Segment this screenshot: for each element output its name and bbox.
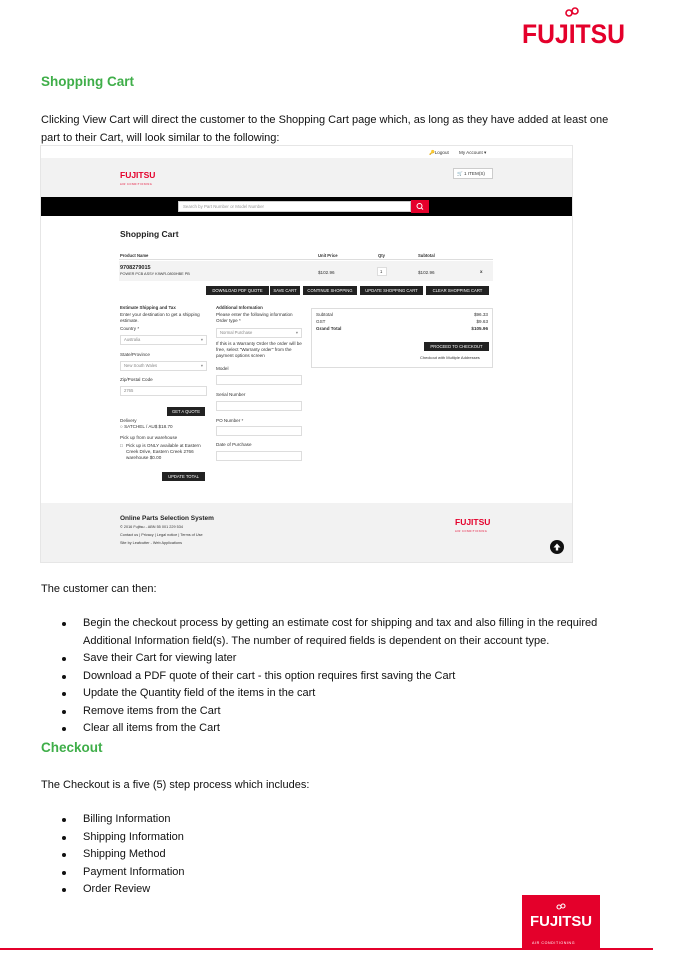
list-item: Order Review [41, 881, 441, 899]
pickup-line-1: Pick up is ONLY available at Eastern [126, 443, 201, 448]
shopping-cart-heading: Shopping Cart [41, 74, 134, 89]
totals-subtotal-label: Subtotal [316, 312, 333, 317]
totals-gst: $9.63 [476, 319, 488, 324]
checkout-heading: Checkout [41, 740, 103, 755]
model-label: Model [216, 366, 229, 371]
shopping-cart-screenshot [40, 145, 573, 563]
pickup-label: Pick up from our warehouse [120, 435, 178, 440]
chevron-down-icon: ▾ [295, 330, 298, 335]
totals-subtotal: $96.33 [473, 312, 488, 317]
list-item: Billing Information [41, 811, 441, 829]
header-tagline: AIR CONDITIONING [120, 183, 153, 186]
chevron-down-icon: ▾ [200, 337, 203, 342]
footer-copyright: © 2016 Fujitsu - ABN 55 001 229 534 [120, 525, 183, 529]
intro-line-2: part to their Cart, will look similar to the following: [41, 132, 280, 144]
pickup-checkbox[interactable]: □ [120, 443, 123, 448]
dop-label: Date of Purchase [216, 442, 252, 447]
search-icon [411, 200, 429, 213]
warranty-note-3: payment options screen [216, 353, 265, 358]
remove-item-button[interactable]: x [480, 269, 483, 274]
part-number: 9708279015 [120, 265, 151, 271]
po-input[interactable] [216, 426, 302, 436]
totals-grand: $105.96 [471, 326, 488, 331]
additional-info-title: Additional Information [216, 305, 263, 310]
footer-title: Online Parts Selection System [120, 515, 214, 522]
search-bar [41, 197, 572, 216]
header-logo[interactable]: FUJITSU [120, 170, 156, 180]
list-item: Shipping Method [41, 846, 441, 864]
footer-credit[interactable]: Site by Leafcutter - Web Applications [120, 541, 182, 545]
proceed-to-checkout-button[interactable]: PROCEED TO CHECKOUT [424, 342, 489, 351]
fujitsu-logo-top [522, 6, 626, 50]
delivery-option[interactable]: ○ SATCHEL / AU$ $18.70 [120, 424, 173, 429]
estimate-desc-2: estimate. [120, 318, 139, 323]
col-product: Product Name [120, 253, 149, 258]
list-item: Begin the checkout process by getting an estimate cost for shipping and tax and also filling in the required Additional Information field(s). The number of required fields is dependent on their account type. [41, 615, 651, 650]
list-item: Download a PDF quote of their cart - this option requires first saving the Cart [41, 668, 651, 686]
page-title: Shopping Cart [120, 229, 179, 239]
multi-address-link[interactable]: Checkout with Multiple Addresses [420, 355, 480, 360]
chevron-down-icon: ▾ [200, 363, 203, 368]
list-item: Payment Information [41, 864, 441, 882]
warranty-note-2: free, select "Warranty order" from the [216, 347, 292, 352]
date-of-purchase-input[interactable] [216, 451, 302, 461]
serial-label: Serial Number [216, 392, 246, 397]
list-item: Remove items from the Cart [41, 703, 651, 721]
arrow-up-icon [550, 540, 564, 554]
zip-label: Zip/Postal Code [120, 377, 153, 382]
warranty-note-1: If this is a Warranty Order the order will be [216, 341, 302, 346]
intro-paragraph [41, 111, 641, 147]
update-cart-button[interactable]: UPDATE SHOPPING CART [360, 286, 423, 295]
download-pdf-button[interactable]: DOWNLOAD PDF QUOTE [206, 286, 269, 295]
continue-shopping-button[interactable]: CONTINUE SHOPPING [303, 286, 357, 295]
state-label: State/Province [120, 352, 150, 357]
list-item: Save their Cart for viewing later [41, 650, 651, 668]
line-subtotal: $102.96 [418, 270, 435, 275]
clear-cart-button[interactable]: CLEAR SHOPPING CART [426, 286, 489, 295]
logo-bottom-tagline: AIR CONDITIONING [532, 941, 576, 945]
save-cart-button[interactable]: SAVE CART [270, 286, 300, 295]
list-item: Clear all items from the Cart [41, 720, 651, 738]
cart-icon: 🛒 [457, 171, 463, 176]
qty-input[interactable]: 1 [377, 267, 387, 276]
get-quote-button[interactable]: GET A QUOTE [167, 407, 205, 416]
checkout-steps-list [41, 811, 441, 899]
cart-item-row [119, 261, 493, 281]
customer-actions-list [41, 615, 651, 738]
model-input[interactable] [216, 375, 302, 385]
col-qty: Qty [378, 253, 385, 258]
site-footer [41, 503, 572, 562]
back-to-top-button[interactable] [550, 540, 564, 554]
footer-tagline: AIR CONDITIONING [455, 530, 488, 533]
logo-bottom-text: FUJITSU [530, 913, 592, 930]
order-type-select[interactable]: Normal Purchase ▾ [216, 328, 302, 338]
list-item: Update the Quantity field of the items in the cart [41, 685, 651, 703]
site-header [41, 158, 572, 197]
customer-then-text: The customer can then: [41, 583, 157, 595]
checkout-intro: The Checkout is a five (5) step process which includes: [41, 779, 310, 791]
footer-rule [0, 948, 653, 950]
search-button[interactable] [411, 200, 429, 213]
logo-text: FUJITSU [522, 19, 625, 49]
list-item: Shipping Information [41, 829, 441, 847]
additional-info-desc: Please enter the following information [216, 312, 293, 317]
zip-input[interactable]: 2765 [120, 386, 207, 396]
fujitsu-logo-bottom [522, 895, 600, 949]
totals-gst-label: GST [316, 319, 326, 324]
totals-grand-label: Grand Total [316, 326, 342, 331]
logout-link[interactable]: 🔑Logout [429, 150, 449, 155]
col-subtotal: Subtotal [418, 253, 435, 258]
footer-links[interactable]: Contact us | Privacy | Legal notice | Terms of Use [120, 533, 203, 537]
estimate-title: Estimate Shipping and Tax [120, 305, 176, 310]
country-label: Country * [120, 326, 140, 331]
totals-box [311, 308, 493, 368]
po-label: PO Number * [216, 418, 244, 423]
radio-icon: ○ [120, 424, 123, 429]
col-unit-price: Unit Price [318, 253, 338, 258]
serial-input[interactable] [216, 401, 302, 411]
my-account-link[interactable]: My Account ▾ [459, 150, 487, 155]
pickup-line-3: warehouse $0.00 [126, 455, 162, 460]
country-select[interactable]: Australia ▾ [120, 335, 207, 345]
delivery-label: Delivery [120, 418, 137, 423]
intro-line-1: Clicking View Cart will direct the customer to the Shopping Cart page which, as long as they have added at least one [41, 114, 609, 126]
account-bar [41, 146, 572, 158]
footer-logo: FUJITSU [455, 517, 491, 527]
mini-cart-button[interactable]: 🛒 1 ITEM(S) [453, 168, 493, 179]
pickup-line-2: Creek Drive, Eastern Creek 2766 [126, 449, 194, 454]
part-description: POWER PCB ASSY K9WR-0800HBE PB [120, 272, 190, 276]
order-type-label: Order type * [216, 318, 241, 323]
state-select[interactable]: New South Wales ▾ [120, 361, 207, 371]
search-input[interactable]: Search by Part Number or Model Number [178, 201, 411, 212]
unit-price: $102.96 [318, 270, 335, 275]
update-total-button[interactable]: UPDATE TOTAL [162, 472, 205, 481]
estimate-desc-1: Enter your destination to get a shipping [120, 312, 200, 317]
